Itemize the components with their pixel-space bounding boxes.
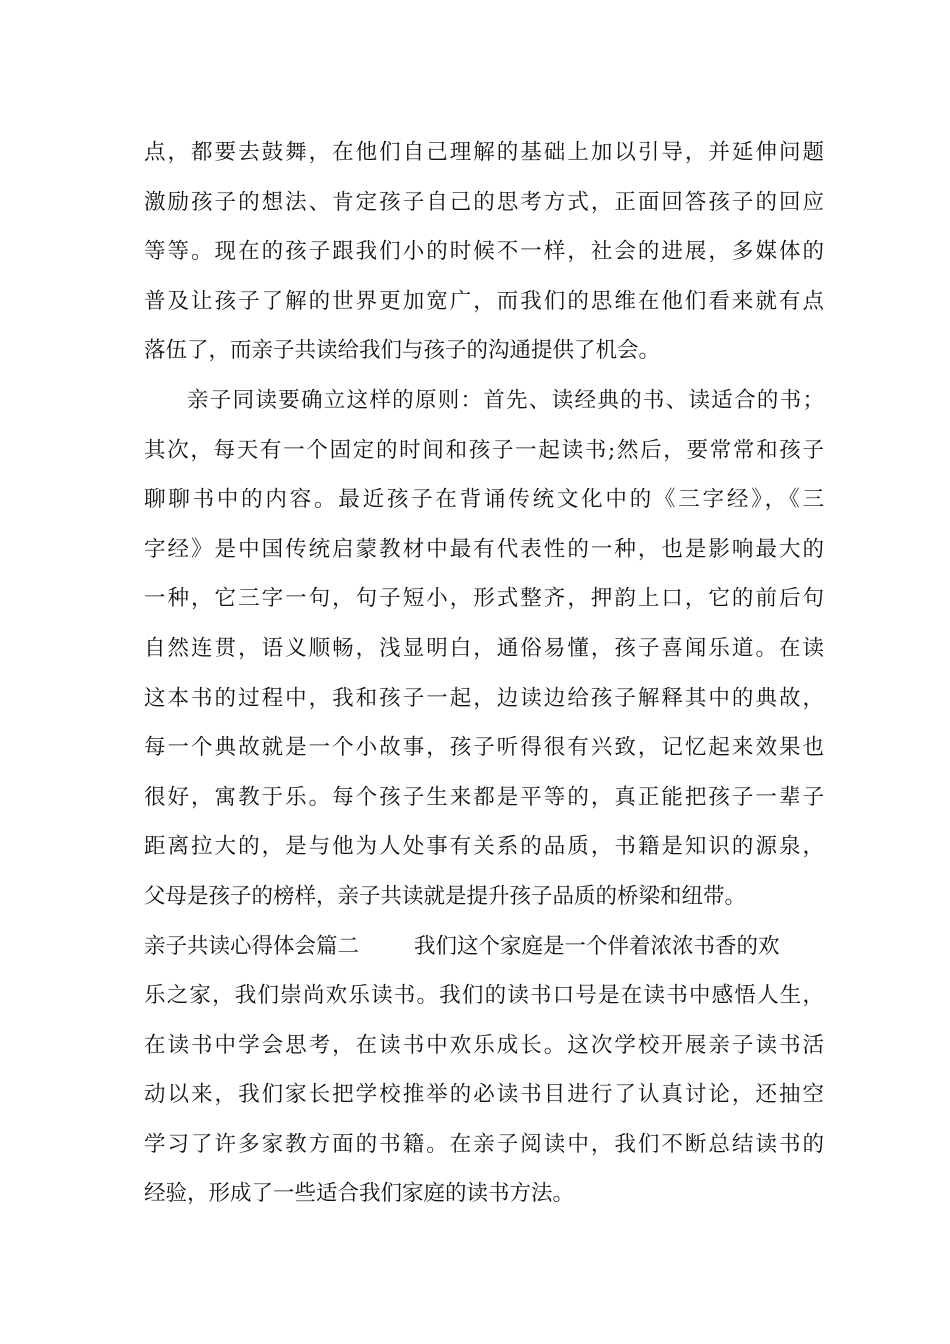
paragraph-2-line-10: 距离拉大的，是与他为人处事有关系的品质，书籍是知识的源泉， bbox=[144, 834, 824, 860]
paragraph-3-line-5: 学习了许多家教方面的书籍。在亲子阅读中，我们不断总结读书的 bbox=[144, 1131, 824, 1157]
paragraph-1-line-4: 普及让孩子了解的世界更加宽广，而我们的思维在他们看来就有点 bbox=[144, 288, 824, 314]
paragraph-2-line-2: 其次，每天有一个固定的时间和孩子一起读书;然后，要常常和孩子 bbox=[144, 437, 824, 463]
document-body bbox=[144, 128, 824, 1219]
paragraph-2-line-7: 这本书的过程中，我和孩子一起，边读边给孩子解释其中的典故， bbox=[144, 685, 824, 711]
paragraph-3-line-1: 我们这个家庭是一个伴着浓浓书香的欢 bbox=[414, 933, 780, 959]
paragraph-2-line-9: 很好，寓教于乐。每个孩子生来都是平等的，真正能把孩子一辈子 bbox=[144, 784, 824, 810]
paragraph-3-line-4: 动以来，我们家长把学校推举的必读书目进行了认真讨论，还抽空 bbox=[144, 1082, 824, 1108]
paragraph-2-line-6: 自然连贯，语义顺畅，浅显明白，通俗易懂，孩子喜闻乐道。在读 bbox=[144, 635, 824, 661]
paragraph-2-line-8: 每一个典故就是一个小故事，孩子听得很有兴致，记忆起来效果也 bbox=[144, 735, 824, 761]
paragraph-2-line-11: 父母是孩子的榜样，亲子共读就是提升孩子品质的桥梁和纽带。 bbox=[144, 883, 747, 909]
paragraph-1-line-3: 等等。现在的孩子跟我们小的时候不一样，社会的进展，多媒体的 bbox=[144, 239, 824, 265]
section-heading-line bbox=[144, 922, 824, 972]
paragraph-1-line-1: 点，都要去鼓舞，在他们自己理解的基础上加以引导，并延伸问题 bbox=[144, 140, 824, 165]
paragraph-2-line-5: 一种，它三字一句，句子短小，形式整齐，押韵上口，它的前后句 bbox=[144, 586, 824, 612]
paragraph-2-line-4: 字经》是中国传统启蒙教材中最有代表性的一种，也是影响最大的 bbox=[144, 536, 824, 562]
paragraph-2-line-3: 聊聊书中的内容。最近孩子在背诵传统文化中的《三字经》，《三 bbox=[144, 487, 824, 513]
paragraph-3-line-3: 在读书中学会思考，在读书中欢乐成长。这次学校开展亲子读书活 bbox=[144, 1032, 824, 1058]
section-heading: 亲子共读心得体会篇二 bbox=[144, 933, 360, 959]
paragraph-2-line-1: 亲子同读要确立这样的原则：首先、读经典的书、读适合的书； bbox=[187, 387, 824, 413]
paragraph-1-line-2: 激励孩子的想法、肯定孩子自己的思考方式，正面回答孩子的回应 bbox=[144, 189, 824, 215]
paragraph-3-line-2: 乐之家，我们崇尚欢乐读书。我们的读书口号是在读书中感悟人生， bbox=[144, 983, 824, 1009]
paragraph-3-line-6: 经验，形成了一些适合我们家庭的读书方法。 bbox=[144, 1181, 575, 1207]
paragraph-1-line-5: 落伍了，而亲子共读给我们与孩子的沟通提供了机会。 bbox=[144, 338, 661, 364]
